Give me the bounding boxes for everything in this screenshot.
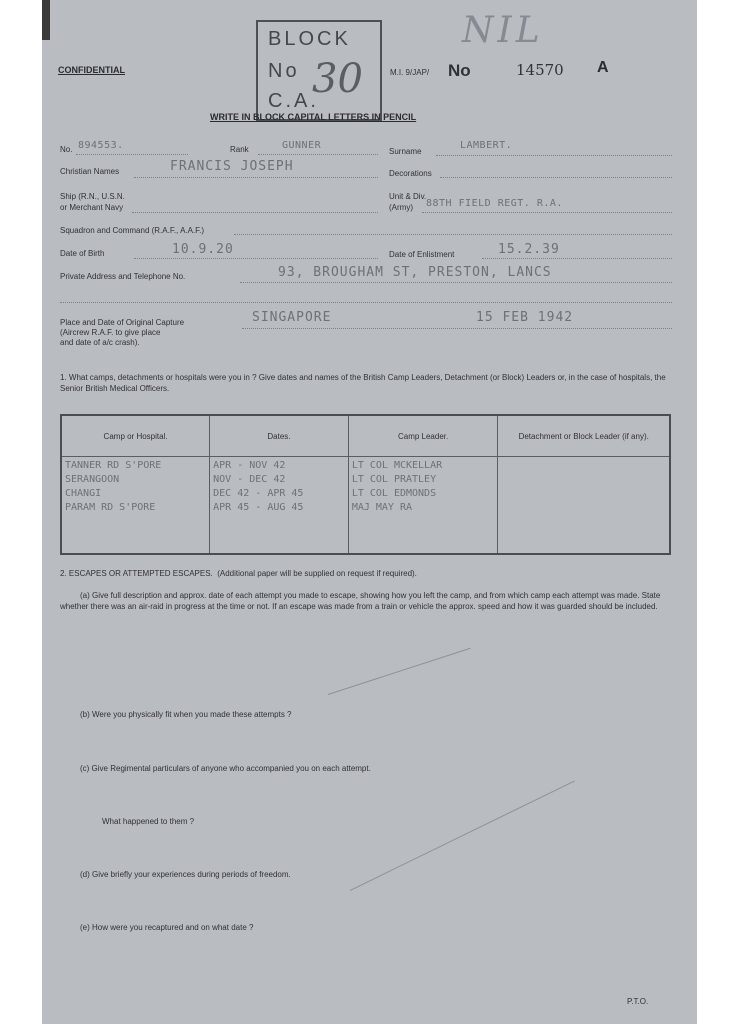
capture-label: Place and Date of Original Capture (60, 318, 185, 327)
date-entry: DEC 42 - APR 45 (213, 488, 304, 499)
leader-entry: LT COL EDMONDS (351, 488, 437, 499)
unit-label: Unit & Div. (389, 192, 427, 201)
capture-label-2: (Aircrew R.A.F. to give place (60, 328, 161, 337)
unit-value: 88TH FIELD REGT. R.A. (426, 198, 563, 209)
nil-annotation: NIL (462, 10, 544, 51)
question-1: 1. What camps, detachments or hospitals were you in ? Give dates and names of the British Camp Leaders, Detachment (or Block) Leaders or, in the case of hospitals, the Senior British Medical Officers. (60, 373, 666, 393)
header-detachment: Detachment or Block Leader (if any). (498, 415, 670, 457)
leader-entry: MAJ MAY RA (351, 502, 413, 513)
cancel-stroke-2 (350, 780, 575, 890)
capture-date: 15 FEB 1942 (476, 310, 574, 325)
header-leader: Camp Leader. (348, 415, 498, 457)
service-number: 894553. (78, 140, 124, 151)
question-2a: (a) Give full description and approx. date of each attempt you made to escape, showing how you left the camp, and from which camp each attempt was made. State whether there was an air-raid in progress at the time or not. If an escape was made from a train or vehicle the approx. speed and how it was guarded should be included. (60, 591, 661, 611)
ship-label: Ship (R.N., U.S.N. (60, 192, 125, 201)
capture-place: SINGAPORE (252, 310, 332, 325)
form-code: M.I. 9/JAP/ (390, 68, 430, 77)
question-2e: (e) How were you recaptured and on what date ? (80, 923, 254, 932)
pto-label: P.T.O. (627, 997, 649, 1006)
header-dates: Dates. (210, 415, 349, 457)
dates-column (210, 457, 349, 555)
question-2c: (c) Give Regimental particulars of anyone who accompanied you on each attempt. (80, 764, 371, 773)
christian-names-label: Christian Names (60, 167, 120, 176)
enlistment-label: Date of Enlistment (389, 250, 455, 259)
surname-value: LAMBERT. (460, 140, 513, 151)
camp-entry: SERANGOON (65, 474, 120, 485)
stamp-number: 30 (312, 56, 363, 102)
camp-entry: TANNER RD S'PORE (65, 460, 162, 471)
stamp-no: No (268, 60, 300, 82)
address-label: Private Address and Telephone No. (60, 272, 186, 281)
leaders-column (348, 457, 498, 555)
question-2b: (b) Were you physically fit when you made these attempts ? (80, 710, 292, 719)
confidential-label: CONFIDENTIAL (58, 65, 125, 75)
ship-label-2: or Merchant Navy (60, 203, 124, 212)
instruction-heading: WRITE IN BLOCK CAPITAL LETTERS IN PENCIL (210, 112, 417, 122)
form-number: 14570 (516, 61, 564, 79)
cancel-stroke (328, 648, 471, 695)
camps-column (61, 457, 210, 555)
number-label: No (448, 61, 471, 80)
rank-value: GUNNER (282, 140, 322, 151)
squadron-label: Squadron and Command (R.A.F., A.A.F.) (60, 226, 205, 235)
unit-label-2: (Army) (389, 203, 413, 212)
section-2-note: (Additional paper will be supplied on request if required). (217, 569, 417, 578)
christian-names-value: FRANCIS JOSEPH (170, 159, 294, 174)
address-value: 93, BROUGHAM ST, PRESTON, LANCS (278, 265, 552, 280)
detachment-column (498, 457, 670, 555)
dob-value: 10.9.20 (172, 242, 234, 257)
date-entry: APR - NOV 42 (213, 460, 286, 471)
section-2-heading: 2. ESCAPES OR ATTEMPTED ESCAPES. (60, 569, 213, 578)
question-2d: (d) Give briefly your experiences during periods of freedom. (80, 870, 291, 879)
capture-label-3: and date of a/c crash). (60, 338, 140, 347)
leader-entry: LT COL PRATLEY (351, 474, 437, 485)
date-entry: APR 45 - AUG 45 (213, 502, 304, 513)
stamp-block: BLOCK (268, 28, 351, 50)
form-paper (42, 0, 697, 1024)
enlistment-value: 15.2.39 (498, 242, 560, 257)
no-label: No. (60, 145, 73, 154)
binder-edge (42, 0, 50, 40)
surname-label: Surname (389, 147, 422, 156)
question-2c-followup: What happened to them ? (102, 817, 195, 826)
date-entry: NOV - DEC 42 (213, 474, 286, 485)
section-2-title (60, 569, 417, 578)
camp-entry: CHANGI (65, 488, 102, 499)
dob-label: Date of Birth (60, 249, 105, 258)
camps-table (60, 414, 671, 555)
camp-entry: PARAM RD S'PORE (65, 502, 156, 513)
header-camp: Camp or Hospital. (61, 415, 210, 457)
stamp-ca: C.A. (268, 90, 319, 112)
form-suffix: A (597, 59, 609, 76)
block-stamp (256, 20, 382, 121)
rank-label: Rank (230, 145, 249, 154)
decorations-label: Decorations (389, 169, 432, 178)
leader-entry: LT COL MCKELLAR (351, 460, 443, 471)
